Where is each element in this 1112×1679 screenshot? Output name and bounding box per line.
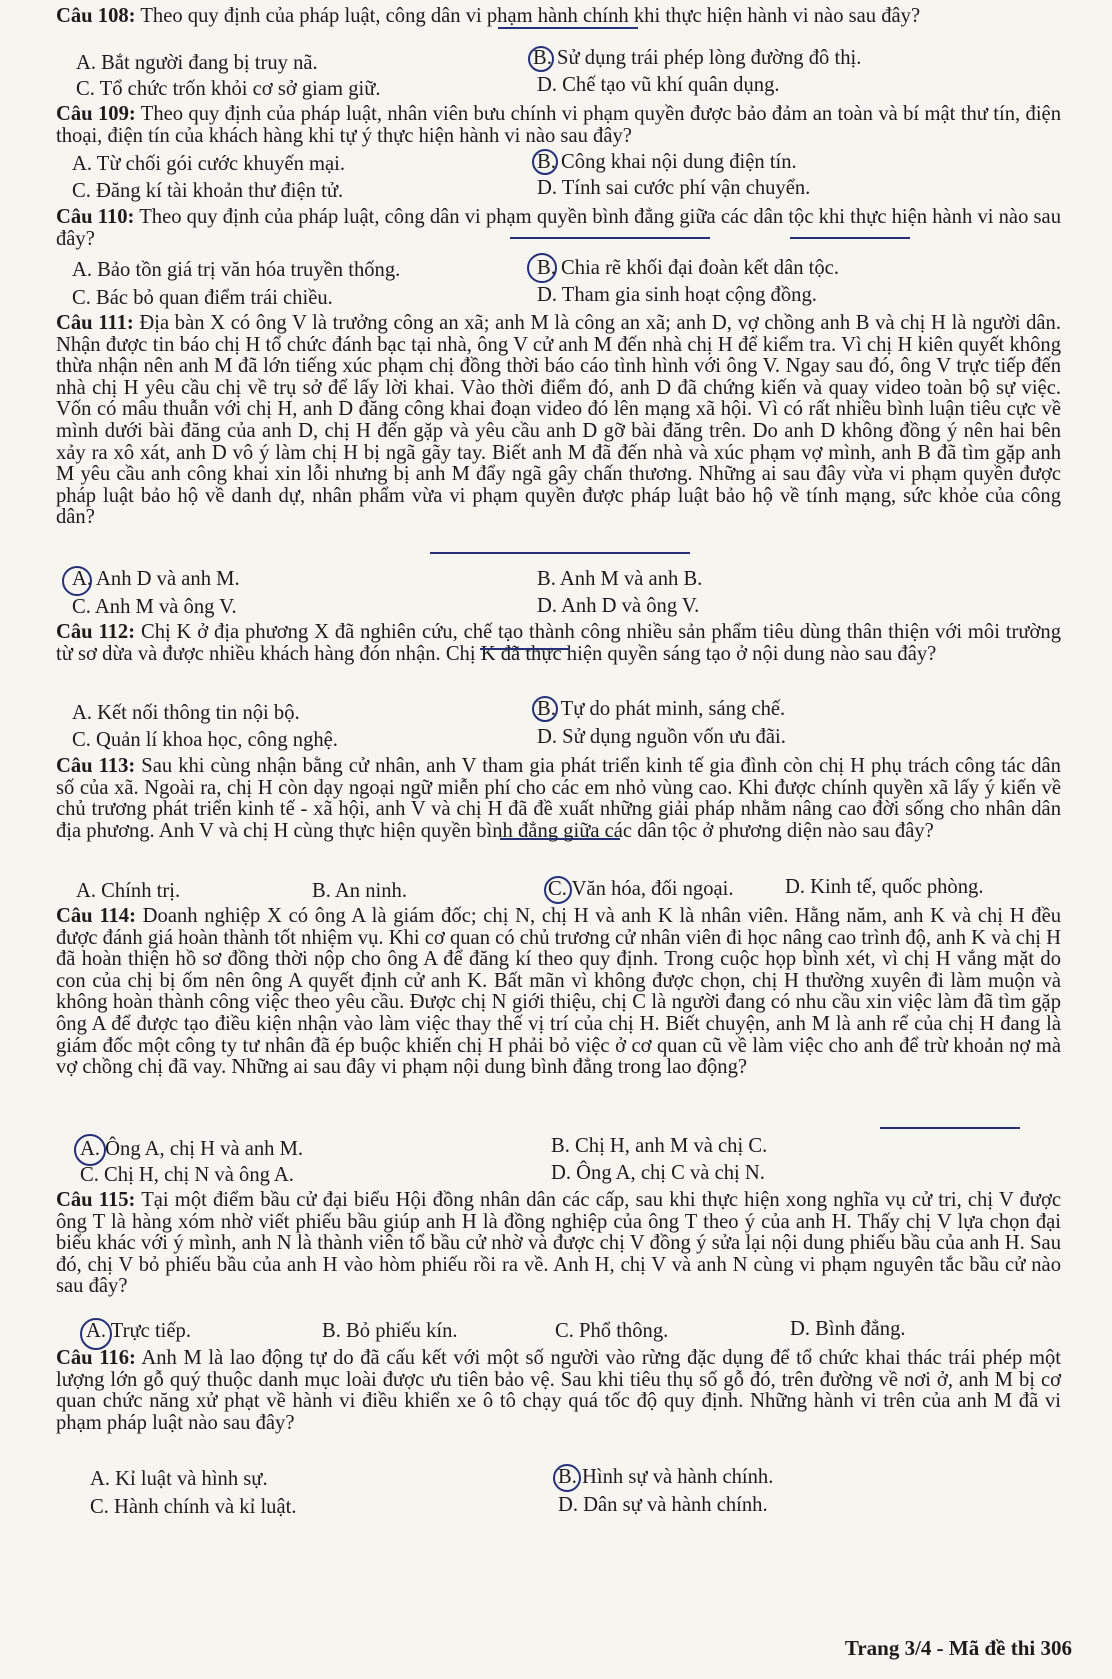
- question-text: Theo quy định của pháp luật, công dân vi phạm hành chính khi thực hiện hành vi nào sau đây?: [140, 5, 921, 27]
- question-116: [56, 1348, 1061, 1434]
- question-stem: [56, 756, 1061, 842]
- option-d: D. Tính sai cước phí vận chuyển.: [537, 177, 811, 199]
- question-number: Câu 111:: [56, 312, 134, 334]
- question-115: [56, 1190, 1061, 1298]
- option-c: C. Bác bỏ quan điểm trái chiều.: [72, 287, 333, 309]
- option-a: A. Từ chối gói cước khuyến mại.: [72, 153, 346, 175]
- question-109: [56, 104, 1061, 147]
- option-d: D. Sử dụng nguồn vốn ưu đãi.: [537, 726, 786, 748]
- question-text: Theo quy định của pháp luật, công dân vi phạm quyền bình đẳng giữa các dân tộc khi thực hiện hành vi nào sau đây?: [56, 206, 1061, 250]
- option-a: A. Chính trị.: [76, 880, 181, 902]
- option-b: B. Chia rẽ khối đại đoàn kết dân tộc.: [537, 257, 839, 279]
- question-text: Địa bàn X có ông V là trưởng công an xã; anh M là công an xã; anh D, vợ chồng anh B và chị H là người dân. Nhận được tin báo chị H tổ chức đánh bạc tại nhà, ông V cử anh M đến nhà chị H để kiểm tra. Vì chị H kiên quyết không thừa nhận nên anh M đã lớn tiếng xúc phạm chị đồng thời báo cáo tình hình với ông V. Ngay sau đó, ông V trực tiếp đến nhà chị H yêu cầu chị về trụ sở để lấy lời khai. Vào thời điểm đó, anh D đã chứng kiến và quay video toàn bộ sự việc. Vốn có mâu thuẫn với chị H, anh D đăng công khai đoạn video đó lên mạng xã hội. Vì có rất nhiều bình luận tiêu cực về mình dưới bài đăng của anh D, chị H đến gặp và yêu cầu anh D gỡ bài đăng trên. Do anh D không đồng ý nên hai bên xảy ra xô xát, anh D vô ý làm chị H bị ngã gãy tay. Biết anh M đã đến nhà và xúc phạm vợ mình, anh B đã tìm gặp anh M yêu cầu anh công khai xin lỗi nhưng bị anh M đẩy ngã gây chấn thương. Những ai sau đây vừa vi phạm quyền được pháp luật bảo hộ về danh dự, nhân phẩm vừa vi phạm quyền được pháp luật bảo hộ về tính mạng, sức khỏe của công dân?: [56, 312, 1061, 529]
- option-a: A. Kết nối thông tin nội bộ.: [72, 702, 300, 724]
- option-b: B. Tự do phát minh, sáng chế.: [537, 698, 786, 720]
- option-c: C. Hành chính và kỉ luật.: [90, 1496, 297, 1518]
- option-d: D. Anh D và ông V.: [537, 595, 700, 617]
- question-number: Câu 116:: [56, 1347, 136, 1369]
- option-a: A. Bảo tồn giá trị văn hóa truyền thống.: [72, 259, 401, 281]
- question-number: Câu 110:: [56, 206, 135, 228]
- option-d: D. Ông A, chị C và chị N.: [551, 1162, 765, 1184]
- question-stem: [56, 622, 1061, 665]
- question-stem: [56, 1348, 1061, 1434]
- option-a: A. Trực tiếp.: [86, 1320, 191, 1342]
- option-d: D. Dân sự và hành chính.: [558, 1494, 768, 1516]
- question-text: Tại một điểm bầu cử đại biểu Hội đồng nhân dân các cấp, sau khi thực hiện xong nghĩa vụ cử tri, chị V được ông T là hàng xóm nhờ viết phiếu bầu giúp anh H là đồng nghiệp của ông T theo ý của anh H. Thấy chị V lựa chọn đại biểu khác với ý mình, anh N là thành viên tổ bầu cử nhờ và được chị V đồng ý sửa lại nội dung phiếu bầu của anh H. Sau đó, chị V bỏ phiếu bầu của anh H vào hòm phiếu rồi ra về. Anh H, chị V và anh N cùng vi phạm nguyên tắc bầu cử nào sau đây?: [56, 1189, 1062, 1298]
- question-number: Câu 108:: [56, 5, 136, 27]
- question-text: Theo quy định của pháp luật, nhân viên bưu chính vi phạm quyền được bảo đảm an toàn và bí mật thư tín, điện thoại, điện tín của khách hàng khi tự ý thực hiện hành vi nào sau đây?: [56, 103, 1061, 147]
- page-footer: Trang 3/4 - Mã đề thi 306: [844, 1636, 1072, 1660]
- question-stem: [56, 1190, 1061, 1298]
- question-number: Câu 114:: [56, 905, 136, 927]
- question-stem: [56, 104, 1061, 147]
- option-b: B. Bỏ phiếu kín.: [322, 1320, 458, 1342]
- option-b: B. Công khai nội dung điện tín.: [537, 151, 797, 173]
- question-111: [56, 313, 1061, 529]
- question-text: Anh M là lao động tự do đã cấu kết với một số người vào rừng đặc dụng để tổ chức khai thác trái phép một lượng lớn gỗ quý thuộc danh mục loài được ưu tiên bảo vệ. Sau khi tiêu thụ số gỗ đó, trên đường về nơi ở, anh M bị cơ quan chức năng xử phạt về hành vi điều khiển xe ô tô chạy quá tốc độ quy định. Những hành vi trên của anh M đã vi phạm pháp luật nào sau đây?: [56, 1347, 1062, 1434]
- question-number: Câu 113:: [56, 755, 136, 777]
- option-c: C. Anh M và ông V.: [72, 596, 237, 618]
- pen-underline-mark: [430, 552, 690, 554]
- option-b: B. Chị H, anh M và chị C.: [551, 1135, 768, 1157]
- question-stem: [56, 313, 1061, 529]
- option-a: A. Ông A, chị H và anh M.: [80, 1138, 304, 1160]
- pen-underline-mark: [880, 1127, 1020, 1129]
- option-d: D. Tham gia sinh hoạt cộng đồng.: [537, 284, 817, 306]
- option-c: C. Chị H, chị N và ông A.: [80, 1164, 294, 1186]
- question-stem: [56, 6, 1061, 28]
- question-114: [56, 906, 1061, 1079]
- option-c: C. Phổ thông.: [555, 1320, 669, 1342]
- option-c: C. Văn hóa, đối ngoại.: [548, 878, 734, 900]
- question-text: Chị K ở địa phương X đã nghiên cứu, chế tạo thành công nhiều sản phẩm tiêu dùng thân thiện với môi trường từ sơ dừa và được nhiều khách hàng đón nhận. Chị K đã thực hiện quyền sáng tạo ở nội dung nào sau đây?: [56, 621, 1062, 665]
- question-stem: [56, 207, 1061, 250]
- question-text: Sau khi cùng nhận bằng cử nhân, anh V tham gia phát triển kinh tế gia đình còn chị H phụ trách công tác dân số của xã. Ngoài ra, chị H còn dạy ngoại ngữ miễn phí cho các em nhỏ vùng cao. Khi được chính quyền xã lấy ý kiến về chủ trương phát triển kinh tế - xã hội, anh V và chị H đã đề xuất những giải pháp nhằm nâng cao đời sống cho nhân dân địa phương. Anh V và chị H cùng thực hiện quyền bình đẳng giữa các dân tộc ở phương diện nào sau đây?: [56, 755, 1061, 842]
- option-a: A. Anh D và anh M.: [72, 568, 240, 590]
- question-stem: [56, 906, 1061, 1079]
- question-113: [56, 756, 1061, 842]
- option-c: C. Đăng kí tài khoản thư điện tử.: [72, 180, 344, 202]
- option-b: B. Sử dụng trái phép lòng đường đô thị.: [533, 47, 862, 69]
- option-b: B. An ninh.: [312, 880, 407, 902]
- option-d: D. Bình đẳng.: [790, 1318, 906, 1340]
- question-text: Doanh nghiệp X có ông A là giám đốc; chị N, chị H và anh K là nhân viên. Hằng năm, anh K và chị H đều được đánh giá hoàn thành tốt nhiệm vụ. Khi cơ quan có chủ trương cử nhân viên đi học nâng cao trình độ, anh K và chị H đã hoàn thiện hồ sơ đồng thời nộp cho ông A để đăng kí theo quy định. Trong cuộc họp bình xét, vì chị H vắng mặt do con của chị bị ốm nên ông A quyết định cử anh K. Bất mãn vì không được chọn, chị H thường xuyên đi làm muộn và không hoàn thành công việc theo yêu cầu. Được chị N giới thiệu, chị C là người đang có nhu cầu xin việc làm đã tìm gặp ông A để được tạo điều kiện nhận vào làm việc thay thế vị trí của chị H. Biết chuyện, anh M là anh rể của chị H đang là giám đốc một công ty tư nhân đã ép buộc khiến chị H phải bỏ việc ở cơ quan cũ về làm việc cho anh để trừ khoản nợ mà vợ chồng chị đã vay. Những ai sau đây vi phạm nội dung bình đẳng trong lao động?: [56, 905, 1062, 1079]
- option-a: A. Bắt người đang bị truy nã.: [76, 52, 318, 74]
- option-b: B. Hình sự và hành chính.: [558, 1466, 774, 1488]
- option-c: C. Quản lí khoa học, công nghệ.: [72, 729, 338, 751]
- option-b: B. Anh M và anh B.: [537, 568, 703, 590]
- question-number: Câu 109:: [56, 103, 136, 125]
- option-a: A. Kỉ luật và hình sự.: [90, 1468, 268, 1490]
- question-number: Câu 112:: [56, 621, 136, 643]
- option-d: D. Chế tạo vũ khí quân dụng.: [537, 74, 780, 96]
- option-c: C. Tổ chức trốn khỏi cơ sở giam giữ.: [76, 78, 381, 100]
- question-110: [56, 207, 1061, 250]
- question-112: [56, 622, 1061, 665]
- question-108: [56, 6, 1061, 28]
- option-d: D. Kinh tế, quốc phòng.: [785, 876, 984, 898]
- question-number: Câu 115:: [56, 1189, 136, 1211]
